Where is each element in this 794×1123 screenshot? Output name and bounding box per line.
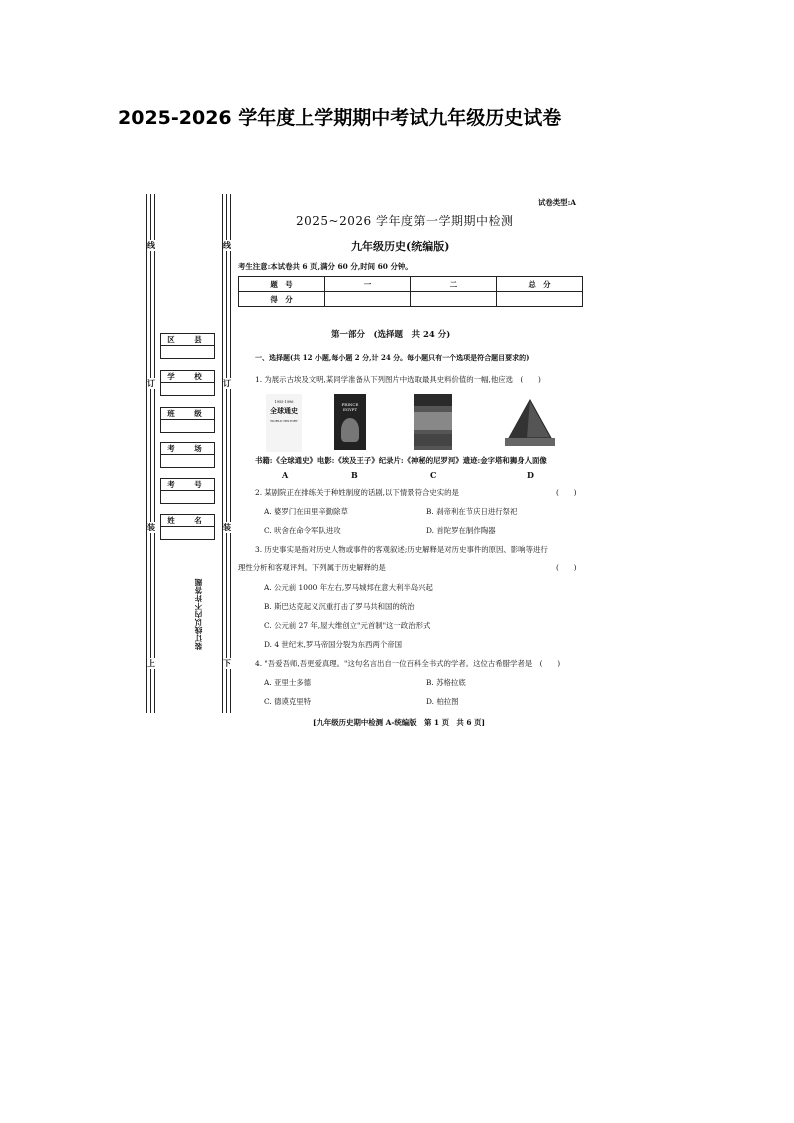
field-blank[interactable] (160, 346, 215, 359)
question-caption: 书籍:《全球通史》电影:《埃及王子》纪录片:《神秘的尼罗河》遗迹:金字塔和狮身人面像 (255, 456, 547, 465)
document-title: 2025-2026 学年度上学期期中考试九年级历史试卷 (118, 107, 562, 129)
question-stem: 2. 某剧院正在排练关于种姓制度的话剧,以下情景符合史实的是 (255, 488, 459, 497)
option[interactable]: B. 苏格拉底 (426, 678, 466, 687)
margin-char: 装 (147, 522, 155, 532)
movie-poster-image: PRINCE EGYPT (334, 394, 366, 450)
margin-char: 下 (223, 658, 231, 668)
margin-char: 订 (147, 378, 155, 388)
question-stem: 3. 历史事实是指对历史人物或事件的客观叙述;历史解释是对历史事件的原因、影响等进行 (255, 545, 548, 554)
margin-char: 上 (147, 658, 155, 668)
score-header: 二 (410, 277, 496, 292)
pyramid-image (505, 394, 555, 446)
score-table (238, 276, 583, 307)
exam-scan (138, 188, 590, 733)
margin-char: 线 (223, 240, 231, 250)
option[interactable]: D. 柏拉图 (426, 697, 459, 706)
book-image: 1955-1996 全球通史 WORLD HISTORY (266, 394, 302, 452)
option[interactable]: A. 婆罗门在田里辛勤除草 (264, 507, 348, 516)
option-letter: C (430, 470, 437, 480)
option[interactable]: C. 公元前 27 年,屋大维创立"元首制"这一政治形式 (264, 621, 431, 630)
option[interactable]: D. 4 世纪末,罗马帝国分裂为东西两个帝国 (264, 640, 403, 649)
field-school: 学 校 (160, 370, 215, 398)
score-header: 总 分 (496, 277, 582, 292)
score-cell (496, 292, 582, 307)
field-blank[interactable] (160, 383, 215, 396)
documentary-image (414, 394, 452, 450)
field-name: 姓 名 (160, 514, 215, 542)
field-blank[interactable] (160, 491, 215, 504)
question-stem: 1. 为展示古埃及文明,某同学准备从下列图片中选取最具史料价值的一幅,他应选 ( ) (255, 375, 541, 384)
option[interactable]: A. 公元前 1000 年左右,罗马城邦在意大利半岛兴起 (264, 583, 433, 592)
option[interactable]: C. 吠舍在命令军队进攻 (264, 526, 341, 535)
answer-bracket: ( ) (556, 488, 577, 497)
option[interactable]: B. 斯巴达克起义沉重打击了罗马共和国的统治 (264, 602, 415, 611)
subject-title: 九年级历史(统编版) (351, 240, 450, 253)
option[interactable]: A. 亚里士多德 (264, 678, 311, 687)
field-exam-room: 考 场 (160, 442, 215, 470)
field-blank[interactable] (160, 420, 215, 433)
field-class: 班 级 (160, 407, 215, 435)
question-stem: 理性分析和客观评判。下列属于历史解释的是 (238, 563, 386, 572)
section-instruction: 一、选择题(共 12 小题,每小题 2 分,计 24 分。每小题只有一个选项是符合题目要求的) (255, 353, 530, 362)
section-title: 第一部分 (选择题 共 24 分) (331, 330, 451, 340)
option-letter: A (282, 470, 289, 480)
option-letter: B (351, 470, 358, 480)
field-district: 区 县 (160, 333, 215, 361)
score-cell (410, 292, 496, 307)
question-stem: 4. "吾爱吾师,吾更爱真理。"这句名言出自一位百科全书式的学者。这位古希腊学者是 ( ) (255, 659, 561, 668)
exam-type: 试卷类型:A (538, 198, 577, 207)
score-cell (325, 292, 411, 307)
field-exam-number: 考 号 (160, 478, 215, 506)
score-row-label: 得 分 (239, 292, 325, 307)
exam-notice: 考生注意:本试卷共 6 页,满分 60 分,时间 60 分钟。 (238, 262, 413, 271)
option[interactable]: B. 刹帝利在节庆日进行祭祀 (426, 507, 518, 516)
binding-note: 装订线以内不许答题 (194, 578, 203, 650)
margin-char: 线 (147, 240, 155, 250)
margin-char: 订 (223, 378, 231, 388)
answer-bracket: ( ) (556, 563, 577, 572)
exam-title: 2025~2026 学年度第一学期期中检测 (296, 214, 514, 228)
field-blank[interactable] (160, 527, 215, 540)
page-footer: [九年级历史期中检测 A-统编版 第 1 页 共 6 页] (313, 718, 485, 727)
option[interactable]: D. 首陀罗在制作陶器 (426, 526, 496, 535)
option[interactable]: C. 德谟克里特 (264, 697, 312, 706)
margin-char: 装 (223, 522, 231, 532)
score-header: 题 号 (239, 277, 325, 292)
option-letter: D (527, 470, 534, 480)
field-blank[interactable] (160, 455, 215, 468)
score-header: 一 (325, 277, 411, 292)
